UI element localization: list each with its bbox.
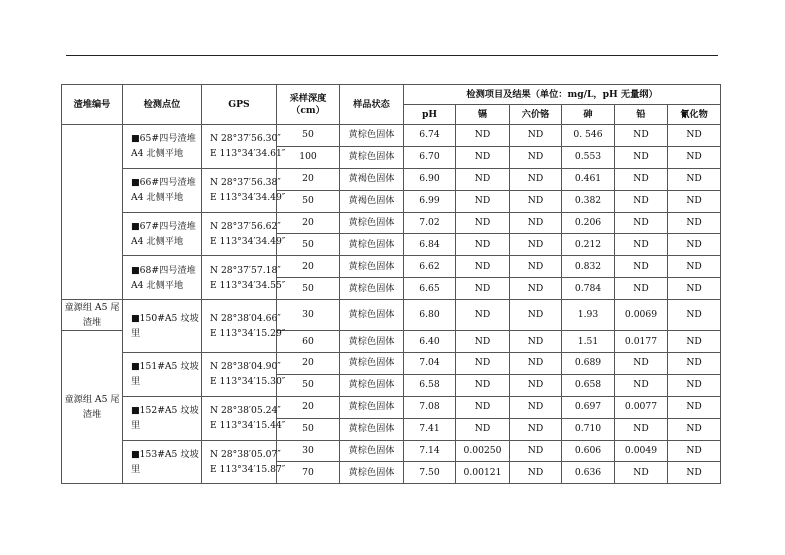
cell-depth: 50 [277, 190, 340, 212]
cell-ph: 6.80 [404, 300, 456, 331]
cell-ph: 6.65 [404, 278, 456, 300]
cell-as: 1.93 [562, 300, 615, 331]
table-row [62, 396, 721, 418]
cell-cr6: ND [510, 190, 562, 212]
cell-ph: 6.58 [404, 374, 456, 396]
cell-cr6: ND [510, 331, 562, 353]
cell-depth: 50 [277, 234, 340, 256]
cell-cd: ND [456, 331, 510, 353]
cell-cd: 0.00250 [456, 440, 510, 462]
cell-state: 黄棕色固体 [340, 462, 404, 484]
gps-cell [202, 212, 286, 256]
cell-depth: 20 [277, 168, 340, 190]
cell-cn: ND [668, 353, 721, 375]
cell-cd: ND [456, 125, 510, 147]
cell-pb: ND [615, 146, 668, 168]
cell-as: 0.689 [562, 353, 615, 375]
cell-cr6: ND [510, 125, 562, 147]
cell-cd: ND [456, 168, 510, 190]
point-cell: ■151#A5 坟坡里 [123, 353, 202, 397]
cell-ph: 6.90 [404, 168, 456, 190]
cell-ph: 7.50 [404, 462, 456, 484]
cell-cn: ND [668, 278, 721, 300]
gps-cell [202, 300, 286, 353]
slag-group-cell: 童源组 A5 尾渣堆 [62, 300, 123, 331]
gps-cell [202, 256, 286, 300]
cell-cd: ND [456, 278, 510, 300]
cell-depth: 30 [277, 300, 340, 331]
cell-as: 0.832 [562, 256, 615, 278]
cell-state: 黄棕色固体 [340, 396, 404, 418]
cell-ph: 7.14 [404, 440, 456, 462]
cell-depth: 20 [277, 256, 340, 278]
gps-cell [202, 125, 286, 169]
cell-pb: ND [615, 212, 668, 234]
cell-cn: ND [668, 146, 721, 168]
header-state: 样品状态 [340, 85, 404, 125]
cell-depth: 50 [277, 418, 340, 440]
cell-state: 黄棕色固体 [340, 234, 404, 256]
cell-as: 0.606 [562, 440, 615, 462]
cell-cn: ND [668, 190, 721, 212]
header-rule [66, 55, 718, 56]
point-cell: ■68#四号渣堆 A4 北侧平地 [123, 256, 202, 300]
cell-pb: ND [615, 168, 668, 190]
gps-lon: E 113°34′34.61″ [210, 148, 286, 160]
cell-state: 黄棕色固体 [340, 300, 404, 331]
cell-ph: 6.70 [404, 146, 456, 168]
gps-lon: E 113°34′34.55″ [210, 279, 286, 291]
cell-cr6: ND [510, 396, 562, 418]
cell-cr6: ND [510, 278, 562, 300]
cell-ph: 6.62 [404, 256, 456, 278]
cell-cd: ND [456, 256, 510, 278]
cell-cd: ND [456, 418, 510, 440]
cell-as: 0.553 [562, 146, 615, 168]
cell-as: 0.461 [562, 168, 615, 190]
cell-state: 黄棕色固体 [340, 212, 404, 234]
cell-pb: 0.0077 [615, 396, 668, 418]
cell-state: 黄棕色固体 [340, 440, 404, 462]
header-cd: 镉 [456, 105, 510, 125]
cell-state: 黄棕色固体 [340, 418, 404, 440]
slag-group-cell: 童源组 A5 尾渣堆 [62, 331, 123, 484]
cell-as: 0.784 [562, 278, 615, 300]
cell-ph: 7.08 [404, 396, 456, 418]
gps-cell [202, 168, 286, 212]
gps-lat: N 28°38′04.66″ [210, 313, 281, 325]
cell-cr6: ND [510, 234, 562, 256]
cell-depth: 50 [277, 374, 340, 396]
cell-cn: ND [668, 125, 721, 147]
cell-cr6: ND [510, 440, 562, 462]
gps-lat: N 28°37′57.18″ [210, 264, 281, 276]
cell-state: 黄棕色固体 [340, 374, 404, 396]
cell-cr6: ND [510, 256, 562, 278]
cell-ph: 6.74 [404, 125, 456, 147]
cell-pb: ND [615, 278, 668, 300]
cell-state: 黄棕色固体 [340, 331, 404, 353]
gps-lon: E 113°34′15.44″ [210, 420, 286, 432]
cell-cn: ND [668, 212, 721, 234]
header-pb: 铅 [615, 105, 668, 125]
cell-cr6: ND [510, 300, 562, 331]
cell-pb: 0.0177 [615, 331, 668, 353]
cell-cr6: ND [510, 168, 562, 190]
cell-cd: ND [456, 374, 510, 396]
cell-cr6: ND [510, 374, 562, 396]
table-row [62, 353, 721, 375]
cell-cn: ND [668, 300, 721, 331]
cell-cd: ND [456, 234, 510, 256]
cell-pb: 0.0049 [615, 440, 668, 462]
gps-cell [202, 353, 286, 397]
table-row [62, 168, 721, 190]
cell-depth: 100 [277, 146, 340, 168]
point-cell: ■150#A5 坟坡里 [123, 300, 202, 353]
table-row [62, 256, 721, 278]
gps-lat: N 28°38′05.24″ [210, 405, 281, 417]
gps-cell [202, 396, 286, 440]
cell-as: 0.658 [562, 374, 615, 396]
cell-depth: 30 [277, 440, 340, 462]
cell-ph: 6.84 [404, 234, 456, 256]
point-cell: ■65#四号渣堆 A4 北侧平地 [123, 125, 202, 169]
point-cell: ■152#A5 坟坡里 [123, 396, 202, 440]
cell-cr6: ND [510, 462, 562, 484]
gps-lat: N 28°38′04.90″ [210, 361, 281, 373]
cell-cd: ND [456, 396, 510, 418]
cell-pb: ND [615, 353, 668, 375]
results-table [61, 84, 721, 484]
point-cell: ■67#四号渣堆 A4 北侧平地 [123, 212, 202, 256]
header-point: 检测点位 [123, 85, 202, 125]
cell-cd: 0.00121 [456, 462, 510, 484]
table-row [62, 300, 721, 331]
cell-cd: ND [456, 300, 510, 331]
cell-cn: ND [668, 374, 721, 396]
header-results: 检测项目及结果（单位：mg/L，pH 无量纲） [404, 85, 721, 105]
point-cell: ■153#A5 坟坡里 [123, 440, 202, 484]
table-row [62, 212, 721, 234]
cell-depth: 70 [277, 462, 340, 484]
cell-depth: 50 [277, 125, 340, 147]
cell-cd: ND [456, 212, 510, 234]
cell-pb: 0.0069 [615, 300, 668, 331]
header-gps: GPS [202, 85, 277, 125]
cell-ph: 7.41 [404, 418, 456, 440]
cell-ph: 7.02 [404, 212, 456, 234]
cell-cn: ND [668, 234, 721, 256]
cell-ph: 6.99 [404, 190, 456, 212]
gps-lon: E 113°34′34.49″ [210, 235, 286, 247]
cell-cd: ND [456, 190, 510, 212]
cell-depth: 20 [277, 396, 340, 418]
cell-pb: ND [615, 256, 668, 278]
gps-lat: N 28°38′05.07″ [210, 448, 281, 460]
cell-state: 黄褐色固体 [340, 168, 404, 190]
cell-cr6: ND [510, 146, 562, 168]
header-cn: 氰化物 [668, 105, 721, 125]
cell-as: 0.710 [562, 418, 615, 440]
table-row [62, 125, 721, 147]
cell-pb: ND [615, 374, 668, 396]
cell-as: 0.697 [562, 396, 615, 418]
gps-lat: N 28°37′56.62″ [210, 220, 281, 232]
header-ph: pH [404, 105, 456, 125]
cell-depth: 50 [277, 278, 340, 300]
cell-as: 0.636 [562, 462, 615, 484]
cell-depth: 20 [277, 212, 340, 234]
cell-cd: ND [456, 353, 510, 375]
cell-cr6: ND [510, 212, 562, 234]
header-depth: 采样深度（cm） [277, 85, 340, 125]
cell-cn: ND [668, 331, 721, 353]
gps-lon: E 113°34′15.29″ [210, 328, 286, 340]
table-body [62, 125, 721, 484]
cell-pb: ND [615, 234, 668, 256]
cell-state: 黄棕色固体 [340, 353, 404, 375]
cell-cr6: ND [510, 353, 562, 375]
cell-state: 黄棕色固体 [340, 278, 404, 300]
cell-depth: 60 [277, 331, 340, 353]
slag-group-cell [62, 125, 123, 300]
cell-as: 0.382 [562, 190, 615, 212]
cell-pb: ND [615, 418, 668, 440]
header-slag-id: 渣堆编号 [62, 85, 123, 125]
cell-cd: ND [456, 146, 510, 168]
header-cr6: 六价铬 [510, 105, 562, 125]
cell-cr6: ND [510, 418, 562, 440]
cell-cn: ND [668, 396, 721, 418]
cell-as: 0.212 [562, 234, 615, 256]
header-as: 砷 [562, 105, 615, 125]
cell-state: 黄褐色固体 [340, 190, 404, 212]
cell-cn: ND [668, 418, 721, 440]
cell-ph: 6.40 [404, 331, 456, 353]
table-row [62, 440, 721, 462]
cell-ph: 7.04 [404, 353, 456, 375]
gps-cell [202, 440, 286, 484]
cell-cn: ND [668, 256, 721, 278]
gps-lat: N 28°37′56.30″ [210, 133, 281, 145]
cell-pb: ND [615, 462, 668, 484]
cell-cn: ND [668, 168, 721, 190]
cell-state: 黄棕色固体 [340, 125, 404, 147]
cell-as: 0. 546 [562, 125, 615, 147]
gps-lon: E 113°34′15.87″ [210, 463, 286, 475]
cell-pb: ND [615, 125, 668, 147]
cell-as: 1.51 [562, 331, 615, 353]
cell-as: 0.206 [562, 212, 615, 234]
cell-cn: ND [668, 462, 721, 484]
cell-depth: 20 [277, 353, 340, 375]
cell-state: 黄棕色固体 [340, 256, 404, 278]
cell-cn: ND [668, 440, 721, 462]
gps-lon: E 113°34′15.30″ [210, 376, 286, 388]
cell-pb: ND [615, 190, 668, 212]
cell-state: 黄棕色固体 [340, 146, 404, 168]
point-cell: ■66#四号渣堆 A4 北侧平地 [123, 168, 202, 212]
gps-lat: N 28°37′56.38″ [210, 177, 281, 189]
gps-lon: E 113°34′34.49″ [210, 192, 286, 204]
